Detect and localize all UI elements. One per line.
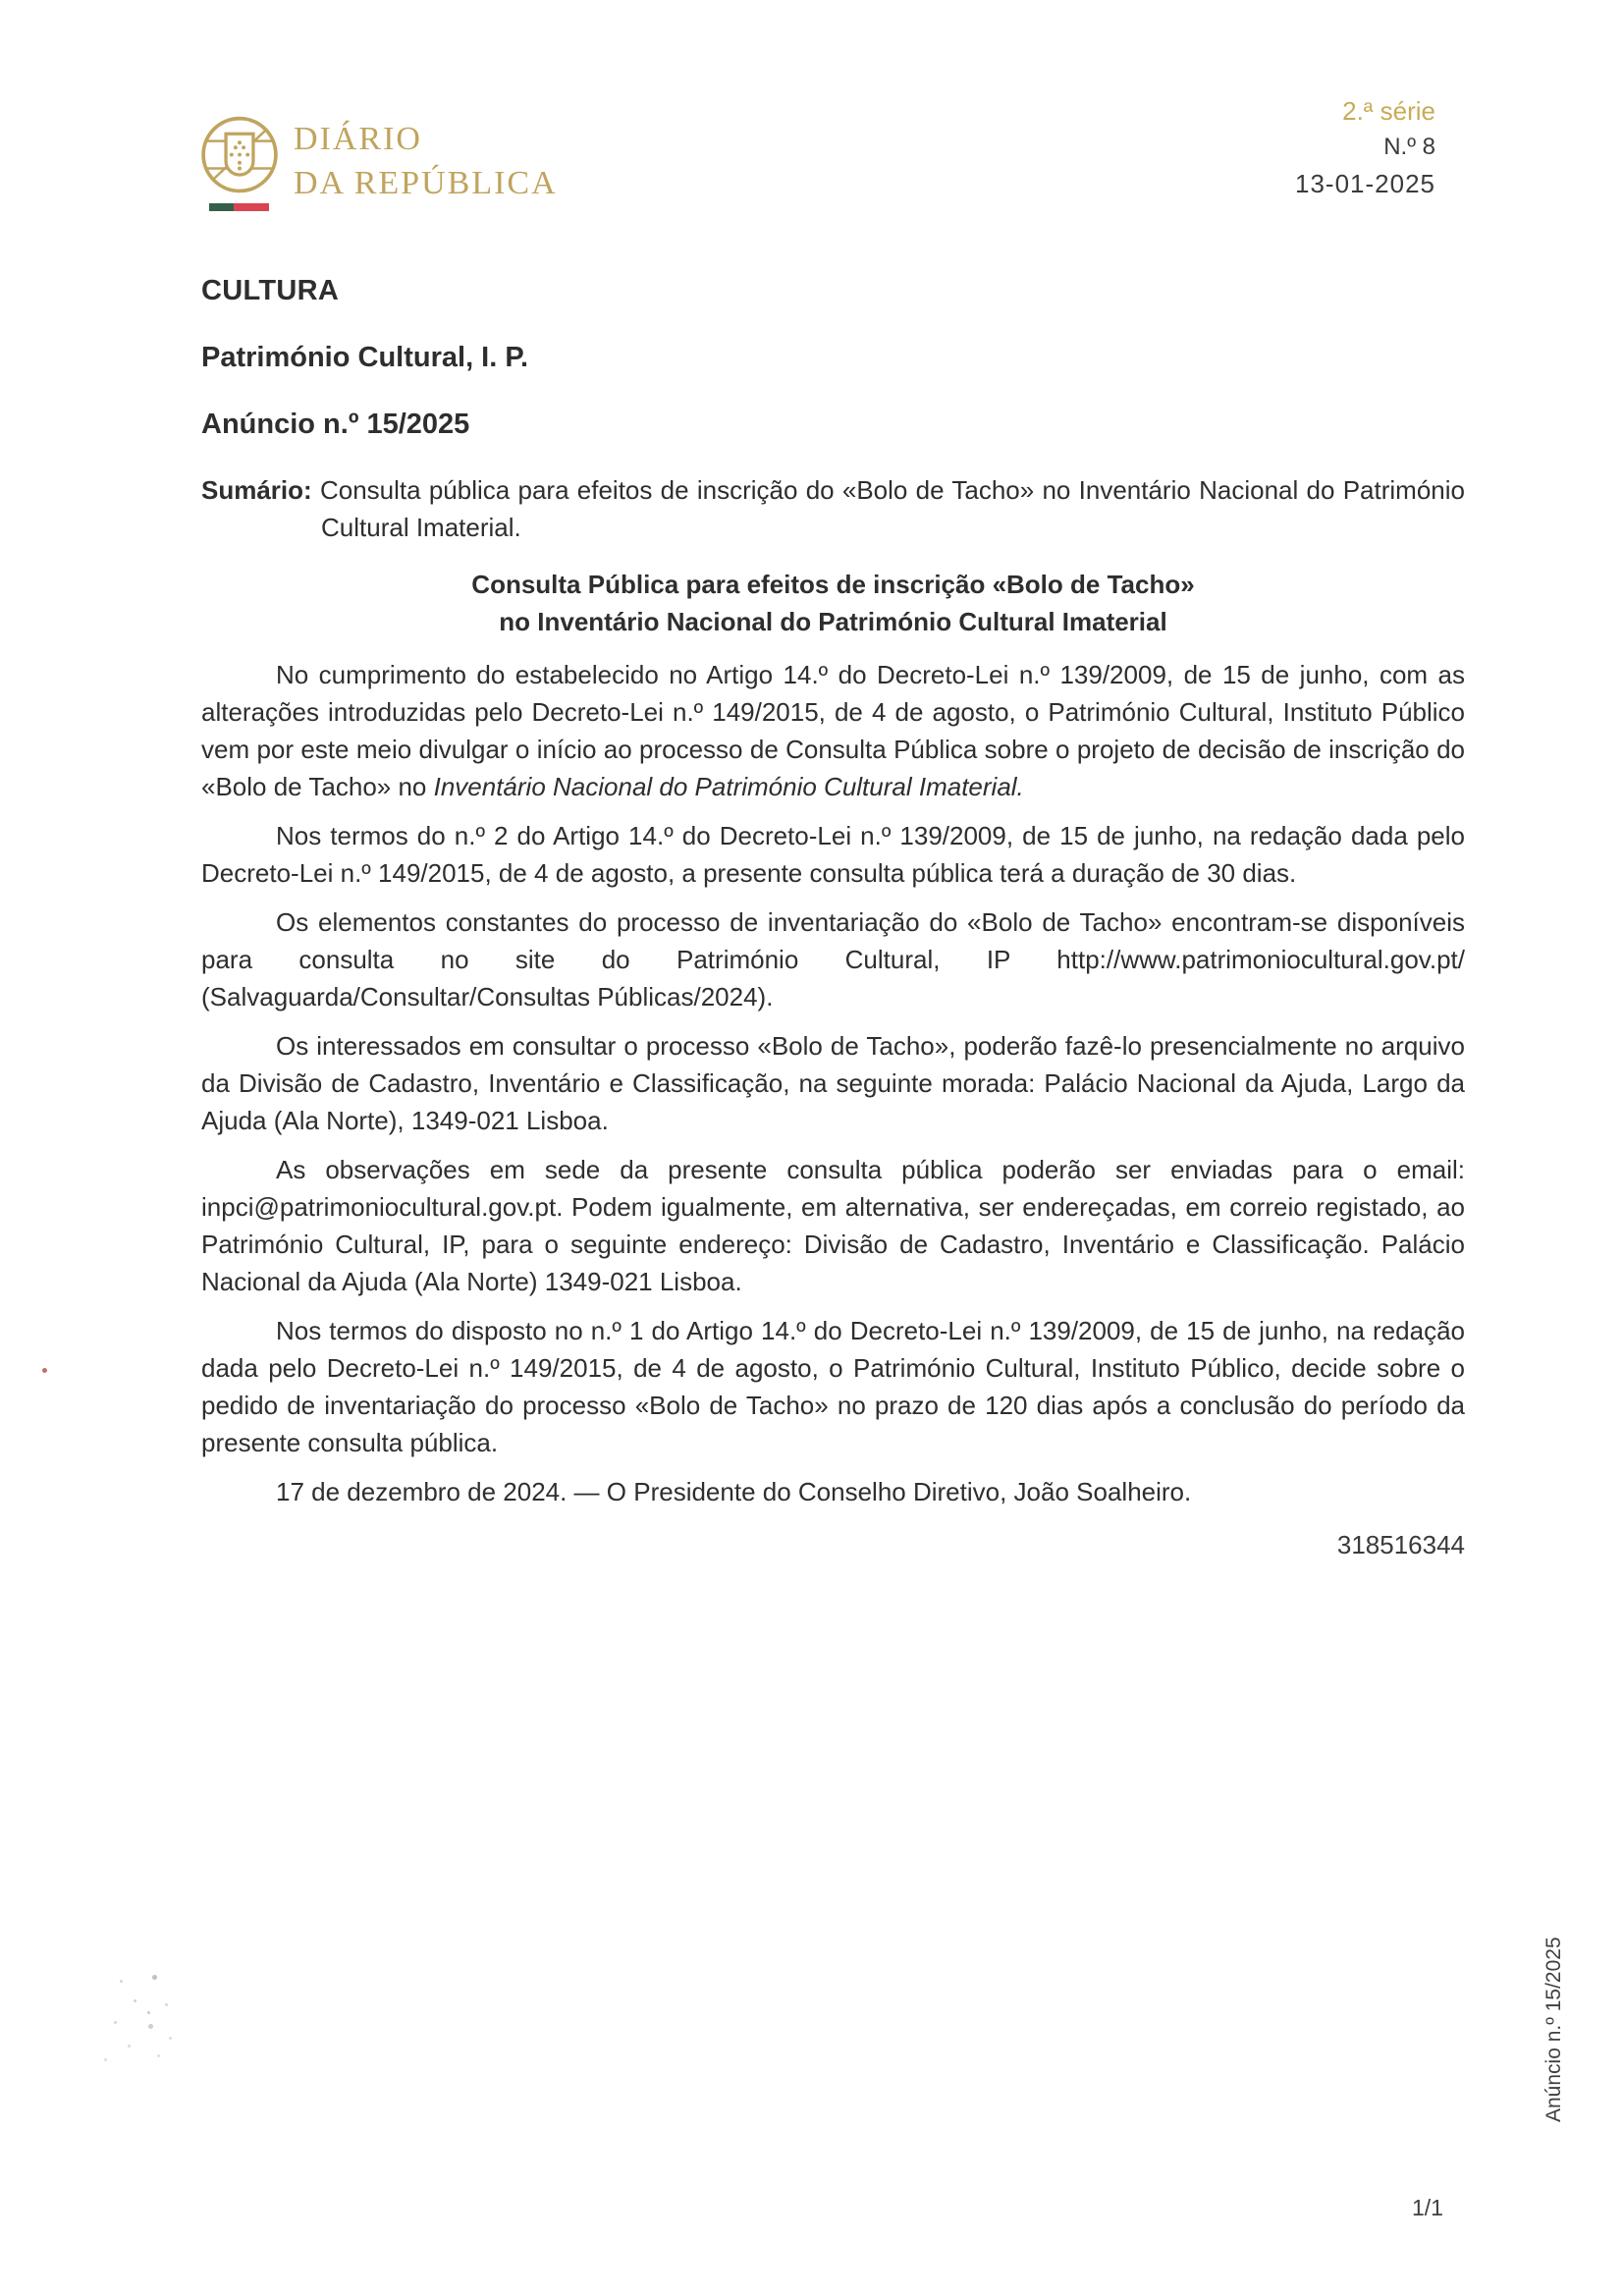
paragraph: No cumprimento do estabelecido no Artigo 14.º do Decreto-Lei n.º 139/2009, de 15 de junho, com as alterações introduzidas pelo Decreto-Lei n.º 149/2015, de 4 de agosto, o Património Cultural, Instituto Público vem por este meio divulgar o início ao processo de Consulta Pública sobre o projeto de decisão de inscrição do «Bolo de Tacho» no Inventário Nacional do Património Cultural Imaterial. <box>201 660 1465 801</box>
entity-heading: Património Cultural, I. P. <box>201 342 529 373</box>
edition-series: 2.ª série <box>1342 96 1435 126</box>
scan-artifact-dot <box>42 1368 47 1373</box>
flag-stripe <box>209 203 269 211</box>
republic-emblem-icon <box>199 188 280 204</box>
document-title-line2: no Inventário Nacional do Património Cultural Imaterial <box>499 607 1167 636</box>
announcement-heading: Anúncio n.º 15/2025 <box>201 409 470 440</box>
document-title <box>201 566 1465 640</box>
side-margin-label: Anúncio n.º 15/2025 <box>1542 1937 1565 2122</box>
edition-date: 13-01-2025 <box>1295 169 1435 198</box>
body-paragraphs <box>201 656 1465 1461</box>
paragraph-italic-segment: Inventário Nacional do Património Cultural Imaterial. <box>433 772 1024 801</box>
paragraph: As observações em sede da presente consulta pública poderão ser enviadas para o email: inpci@patrimoniocultural.gov.pt. Podem igualmente, em alternativa, ser endereçadas, em correio registado, ao Património Cultural, IP, para o seguinte endereço: Divisão de Cadastro, Inventário e Classificação. Palácio Nacional da Ajuda (Ala Norte) 1349-021 Lisboa. <box>201 1155 1465 1296</box>
document-title-line1: Consulta Pública para efeitos de inscrição «Bolo de Tacho» <box>471 570 1195 599</box>
masthead-title-line1: DIÁRIO <box>294 121 422 157</box>
registry-number: 318516344 <box>1336 1530 1465 1559</box>
paragraph: Nos termos do disposto no n.º 1 do Artigo 14.º do Decreto-Lei n.º 139/2009, de 15 de junho, na redação dada pelo Decreto-Lei n.º 149/2015, de 4 de agosto, o Património Cultural, Instituto Público, decide sobre o pedido de inventariação do processo «Bolo de Tacho» no prazo de 120 dias após a conclusão do período da presente consulta pública. <box>201 1316 1465 1457</box>
signature-line: 17 de dezembro de 2024. — O Presidente do Conselho Diretivo, João Soalheiro. <box>276 1477 1192 1506</box>
masthead-wordmark <box>294 117 558 205</box>
edition-number: N.º 8 <box>1383 134 1435 160</box>
section-heading: CULTURA <box>201 275 340 306</box>
edition-info <box>1295 96 1435 198</box>
flag-red-band <box>234 203 269 211</box>
masthead-title-line2: DA REPÚBLICA <box>294 165 558 201</box>
document-body <box>201 273 1465 1563</box>
scan-artifact-speckles <box>147 2011 150 2014</box>
paragraph: Nos termos do n.º 2 do Artigo 14.º do Decreto-Lei n.º 139/2009, de 15 de junho, na redação dada pelo Decreto-Lei n.º 149/2015, de 4 de agosto, a presente consulta pública terá a duração de 30 dias. <box>201 821 1465 888</box>
summary-label: Sumário: <box>201 475 312 505</box>
flag-green-band <box>209 203 234 211</box>
paragraph: Os interessados em consultar o processo «Bolo de Tacho», poderão fazê-lo presencialmente no arquivo da Divisão de Cadastro, Inventário e Classificação, na seguinte morada: Palácio Nacional da Ajuda, Largo da Ajuda (Ala Norte), 1349-021 Lisboa. <box>201 1031 1465 1135</box>
summary-block <box>201 471 1465 546</box>
page-indicator: 1/1 <box>1412 2195 1443 2220</box>
paragraph: Os elementos constantes do processo de inventariação do «Bolo de Tacho» encontram-se disponíveis para consulta no site do Património Cultural, IP http://www.patrimoniocultural.gov.pt/ (Salvaguarda/Consultar/Consultas Públicas/2024). <box>201 907 1465 1011</box>
masthead-logo <box>199 114 288 216</box>
summary-text: Consulta pública para efeitos de inscrição do «Bolo de Tacho» no Inventário Nacional do Património Cultural Imaterial. <box>319 475 1465 542</box>
